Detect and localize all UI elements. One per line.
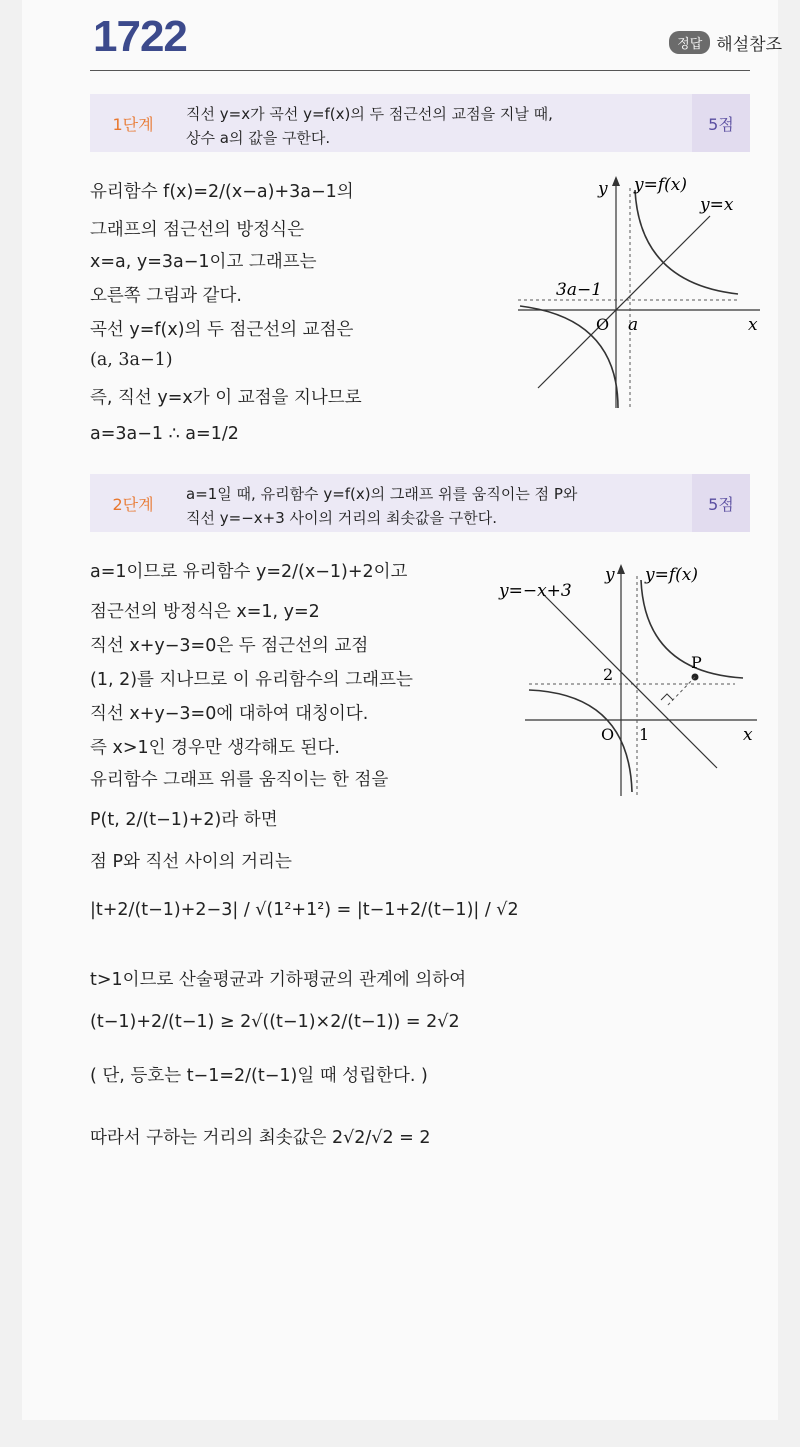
step2-line-11: t>1이므로 산술평균과 기하평균의 관계에 의하여 [90, 970, 467, 990]
step1-h-asym-label: 3a−1 [556, 280, 603, 300]
step2-right-angle-mark [661, 694, 673, 700]
step2-x-label: x [743, 725, 753, 745]
step1-line-8: a=3a−1 ∴ a=1/2 [90, 424, 239, 444]
step2-line-8: P(t, 2/(t−1)+2)라 하면 [90, 810, 278, 830]
step2-line-12: (t−1)+2/(t−1) ≥ 2√((t−1)×2/(t−1)) = 2√2 [90, 1012, 460, 1032]
step2-desc-line1: a=1일 때, 유리함수 y=f(x)의 그래프 위를 움직이는 점 P와 [186, 485, 578, 503]
step2-graph [495, 556, 775, 801]
answer-badge: 정답 [669, 31, 710, 54]
step2-h-asym-label: 2 [603, 665, 614, 684]
step2-line-6: 즉 x>1인 경우만 생각해도 된다. [90, 738, 340, 758]
step1-banner [90, 94, 750, 152]
step1-x-label: x [748, 315, 758, 335]
step1-line-4: 오른쪽 그림과 같다. [90, 286, 242, 306]
step2-line-4: (1, 2)를 지나므로 이 유리함수의 그래프는 [90, 670, 413, 690]
step1-line-1: 유리함수 f(x)=2/(x−a)+3a−1의 [90, 182, 354, 202]
problem-number: 1722 [93, 12, 187, 61]
step1-y-arrow [612, 176, 620, 186]
header-divider [90, 70, 750, 71]
step2-curve-label: y=f(x) [645, 565, 698, 585]
step1-line-y-eq-x [538, 216, 710, 388]
step2-line-2: 점근선의 방정식은 x=1, y=2 [90, 602, 320, 622]
step2-curve-left [529, 690, 632, 792]
step1-line-3: x=a, y=3a−1이고 그래프는 [90, 252, 317, 272]
step1-desc-line2: 상수 a의 값을 구한다. [186, 129, 331, 147]
step1-v-asym-label: a [628, 315, 639, 335]
step2-line-9: 점 P와 직선 사이의 거리는 [90, 852, 292, 872]
step2-line-3: 직선 x+y−3=0은 두 점근선의 교점 [90, 636, 369, 656]
step2-perpendicular [667, 677, 695, 706]
step1-label: 1단계 [112, 114, 154, 134]
step2-y-arrow [617, 564, 625, 574]
step2-description [186, 482, 577, 530]
step2-point-p-label: P [691, 653, 702, 672]
step2-line-13: ( 단, 등호는 t−1=2/(t−1)일 때 성립한다. ) [90, 1066, 428, 1086]
step1-curve-label: y=f(x) [634, 175, 687, 195]
step2-y-label: y [605, 565, 615, 585]
step1-desc-line1: 직선 y=x가 곡선 y=f(x)의 두 점근선의 교점을 지날 때, [186, 105, 553, 123]
step1-origin-label: O [596, 315, 610, 334]
step2-line-5: 직선 x+y−3=0에 대하여 대칭이다. [90, 704, 369, 724]
step1-line-2: 그래프의 점근선의 방정식은 [90, 220, 304, 240]
step2-origin-label: O [601, 725, 615, 744]
step2-line-14: 따라서 구하는 거리의 최솟값은 2√2/√2 = 2 [90, 1128, 431, 1148]
step2-line-7: 유리함수 그래프 위를 움직이는 한 점을 [90, 770, 389, 790]
step2-banner [90, 474, 750, 532]
step1-graph [510, 168, 775, 418]
step2-line-label: y=−x+3 [499, 581, 572, 601]
step2-line-10: |t+2/(t−1)+2−3| / √(1²+1²) = |t−1+2/(t−1)| / √2 [90, 900, 519, 920]
step1-line-7: 즉, 직선 y=x가 이 교점을 지나므로 [90, 388, 362, 408]
step1-line-label: y=x [700, 195, 734, 215]
step2-line-neg-x-plus-3 [543, 594, 717, 768]
step2-line-1: a=1이므로 유리함수 y=2/(x−1)+2이고 [90, 562, 408, 582]
step1-points: 5점 [692, 94, 750, 152]
step2-v-asym-label: 1 [639, 725, 650, 744]
step1-line-5: 곡선 y=f(x)의 두 점근선의 교점은 [90, 320, 354, 340]
step1-line-6: (a, 3a−1) [90, 350, 173, 370]
step2-label: 2단계 [112, 494, 154, 514]
step1-description [186, 102, 553, 150]
step1-y-label: y [598, 179, 608, 199]
step2-desc-line2: 직선 y=−x+3 사이의 거리의 최솟값을 구한다. [186, 509, 497, 527]
answer-reference [669, 30, 782, 55]
step2-points: 5점 [692, 474, 750, 532]
answer-text: 해설참조 [716, 35, 782, 55]
